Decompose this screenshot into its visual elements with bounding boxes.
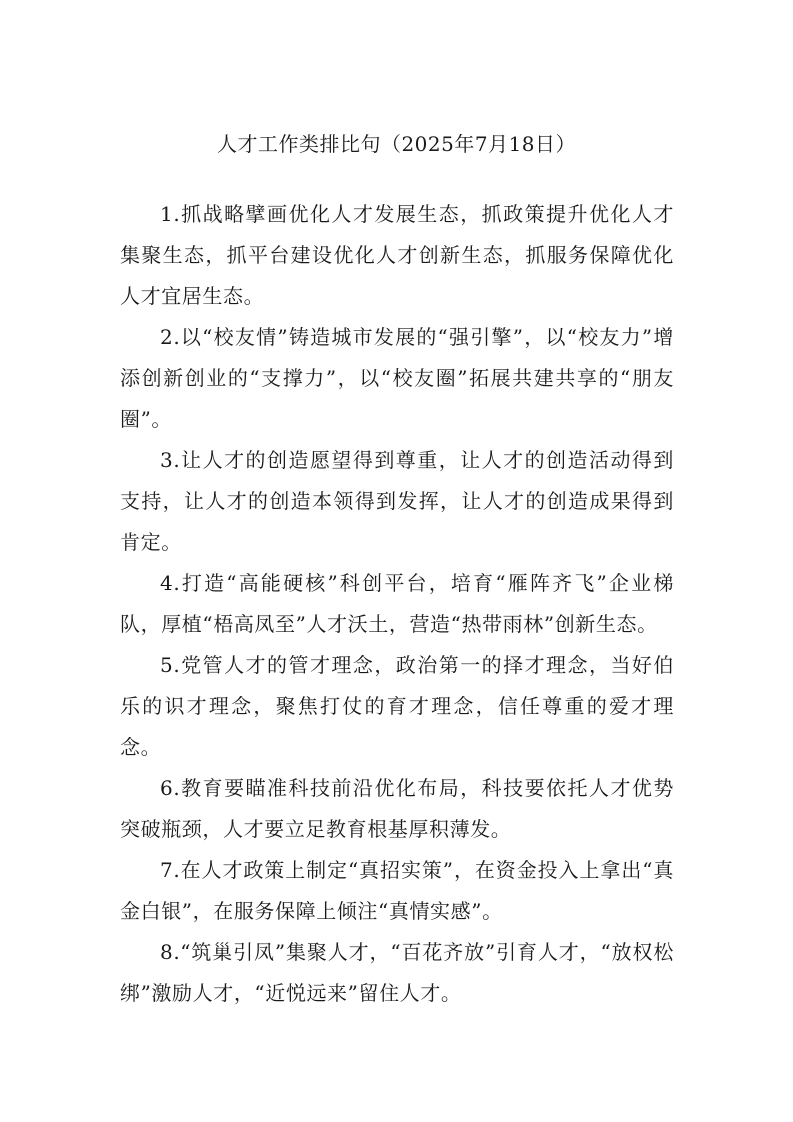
paragraph-8: 8.“筑巢引凤”集聚人才，“百花齐放”引育人才，“放权松绑”激励人才，“近悦远来”留住人才。 (120, 940, 674, 1005)
paragraph-2: 2.以“校友情”铸造城市发展的“强引擎”，以“校友力”增添创新创业的“支撑力”，以“校友圈”拓展共建共享的“朋友圈”。 (120, 325, 674, 431)
document-body (120, 194, 674, 1014)
paragraph-3: 3.让人才的创造愿望得到尊重，让人才的创造活动得到支持，让人才的创造本领得到发挥，让人才的创造成果得到肯定。 (120, 448, 674, 554)
paragraph-4: 4.打造“高能硬核”科创平台，培育“雁阵齐飞”企业梯队，厚植“梧高凤至”人才沃土，营造“热带雨林”创新生态。 (120, 571, 674, 636)
paragraph-1: 1.抓战略擘画优化人才发展生态，抓政策提升优化人才集聚生态，抓平台建设优化人才创新生态，抓服务保障优化人才宜居生态。 (120, 202, 674, 308)
paragraph-7: 7.在人才政策上制定“真招实策”，在资金投入上拿出“真金白银”，在服务保障上倾注“真情实感”。 (120, 858, 674, 923)
paragraph-5: 5.党管人才的管才理念，政治第一的择才理念，当好伯乐的识才理念，聚焦打仗的育才理念，信任尊重的爱才理念。 (120, 653, 674, 759)
document-title: 人才工作类排比句（2025年7月18日） (216, 132, 577, 156)
paragraph-6: 6.教育要瞄准科技前沿优化布局，科技要依托人才优势突破瓶颈，人才要立足教育根基厚积薄发。 (120, 776, 674, 841)
